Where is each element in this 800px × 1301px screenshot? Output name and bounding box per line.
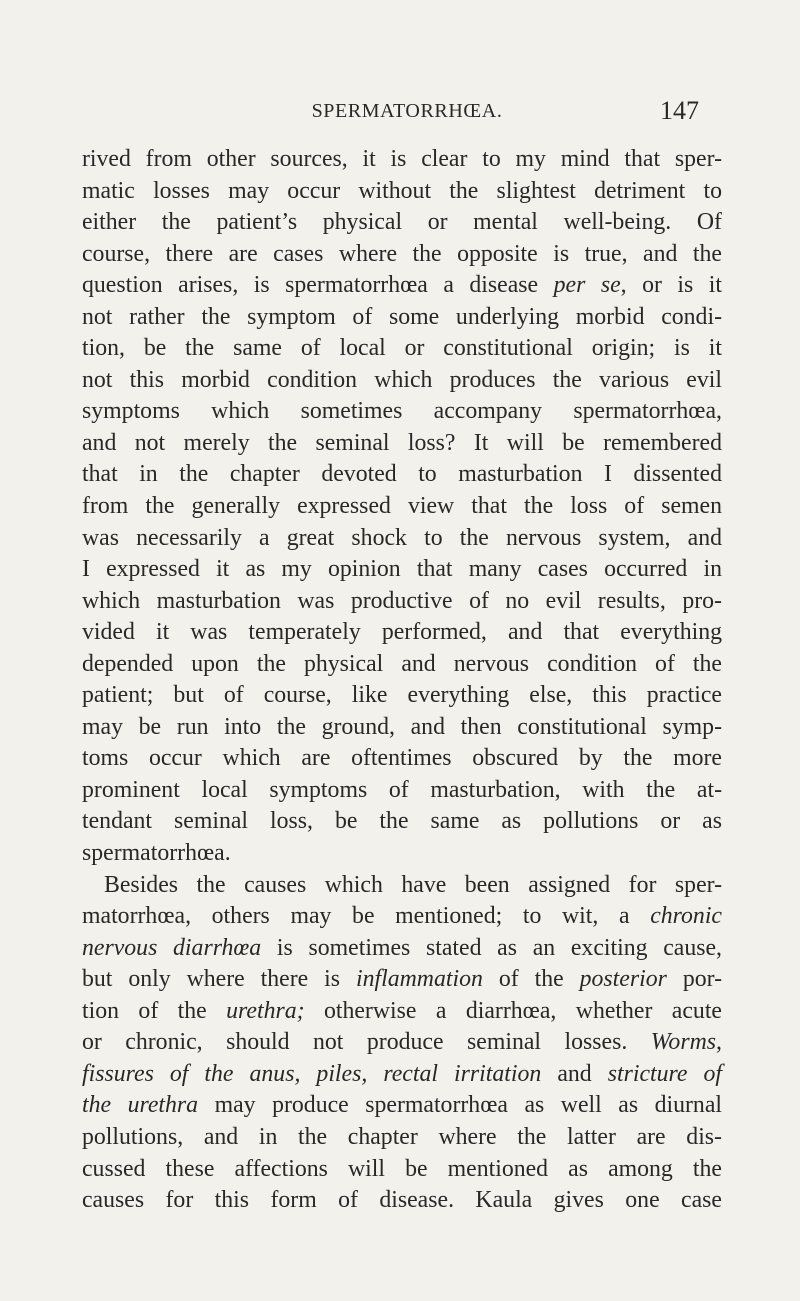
text-segment: from the generally expressed view that the loss of semen bbox=[82, 493, 722, 520]
text-line bbox=[82, 712, 722, 744]
text-line bbox=[82, 680, 722, 712]
italic-text-segment: the urethra bbox=[82, 1092, 199, 1119]
text-line bbox=[82, 144, 722, 176]
text-line bbox=[82, 806, 722, 838]
text-line bbox=[82, 459, 722, 491]
text-line bbox=[82, 743, 722, 775]
page-number: 147 bbox=[660, 96, 699, 125]
text-segment: depended upon the physical and nervous condition of the bbox=[82, 650, 722, 677]
text-segment: matorrhœa, others may be mentioned; to wit, a bbox=[82, 903, 651, 930]
text-segment: either the patient’s physical or mental well-being. Of bbox=[82, 209, 722, 236]
text-line bbox=[82, 1185, 722, 1217]
text-segment: pollutions, and in the chapter where the latter are dis- bbox=[82, 1123, 722, 1150]
italic-text-segment: inflammation bbox=[355, 966, 483, 993]
text-line bbox=[82, 176, 722, 208]
text-segment: and not merely the seminal loss? It will be remembered bbox=[82, 429, 722, 456]
text-segment: and bbox=[541, 1060, 608, 1087]
text-line bbox=[82, 1027, 722, 1059]
text-line bbox=[82, 428, 722, 460]
text-line bbox=[82, 396, 722, 428]
text-segment: not rather the symptom of some underlying morbid condi- bbox=[82, 303, 722, 330]
text-line bbox=[82, 838, 722, 870]
text-segment: that in the chapter devoted to masturbation I dissented bbox=[82, 461, 722, 488]
text-segment: toms occur which are oftentimes obscured by the more bbox=[82, 745, 722, 772]
text-line bbox=[82, 554, 722, 586]
text-segment: matic losses may occur without the slightest detriment to bbox=[82, 177, 722, 204]
text-segment: or chronic, should not produce seminal losses. bbox=[82, 1029, 651, 1056]
text-line bbox=[82, 1090, 722, 1122]
text-line bbox=[82, 365, 722, 397]
text-segment: tion, be the same of local or constitutional origin; is it bbox=[82, 335, 722, 362]
text-line bbox=[82, 870, 722, 902]
text-line bbox=[82, 901, 722, 933]
italic-text-segment: per se bbox=[553, 272, 621, 299]
italic-text-segment: urethra; bbox=[226, 997, 305, 1024]
text-line bbox=[82, 586, 722, 618]
text-segment: rived from other sources, it is clear to my mind that sper- bbox=[82, 146, 722, 172]
text-segment: tendant seminal loss, be the same as pollutions or as bbox=[82, 808, 722, 835]
text-segment bbox=[367, 1061, 383, 1087]
text-segment: cussed these affections will be mentioned as among the bbox=[82, 1155, 722, 1182]
text-line bbox=[82, 523, 722, 555]
text-segment: not this morbid condition which produces the various evil bbox=[82, 366, 722, 393]
body-text bbox=[82, 144, 722, 1217]
text-segment: , or is it bbox=[620, 272, 723, 299]
text-line bbox=[82, 964, 722, 996]
italic-text-segment: posterior bbox=[579, 966, 667, 993]
text-line bbox=[82, 270, 722, 302]
text-segment: question arises, is spermatorrhœa a disease bbox=[82, 272, 554, 299]
italic-text-segment: rectal irritation bbox=[383, 1060, 542, 1087]
text-line bbox=[82, 649, 722, 681]
text-line bbox=[82, 996, 722, 1028]
text-segment: symptoms which sometimes accompany spermatorrhœa, bbox=[82, 398, 722, 425]
text-segment: Besides the causes which have been assigned for sper- bbox=[104, 871, 722, 898]
text-segment: patient; but of course, like everything else, this practice bbox=[82, 682, 722, 709]
text-segment: is sometimes stated as an exciting cause, bbox=[261, 934, 722, 961]
text-line bbox=[82, 1122, 722, 1154]
italic-text-segment: fissures of the anus, piles, bbox=[82, 1060, 368, 1087]
italic-text-segment: Worms, bbox=[650, 1029, 722, 1056]
text-line bbox=[82, 302, 722, 334]
text-segment: por- bbox=[666, 966, 722, 993]
text-segment: which masturbation was productive of no evil results, pro- bbox=[82, 587, 722, 614]
text-segment: otherwise a diarrhœa, whether acute bbox=[304, 997, 722, 1024]
text-segment: prominent local symptoms of masturbation, with the at- bbox=[82, 776, 722, 803]
text-segment: I expressed it as my opinion that many cases occurred in bbox=[82, 556, 722, 583]
text-line bbox=[82, 207, 722, 239]
text-segment: was necessarily a great shock to the nervous system, and bbox=[82, 524, 722, 551]
text-segment: of the bbox=[482, 966, 580, 993]
text-segment: but only where there is bbox=[82, 966, 356, 993]
text-line bbox=[82, 1059, 722, 1091]
text-segment: spermatorrhœa. bbox=[82, 840, 231, 867]
italic-text-segment: chronic bbox=[650, 903, 722, 930]
text-segment: may be run into the ground, and then constitutional symp- bbox=[82, 713, 722, 740]
text-line bbox=[82, 333, 722, 365]
running-head-title: SPERMATORRHŒA. bbox=[311, 100, 503, 122]
text-segment: tion of the bbox=[82, 997, 227, 1024]
text-line bbox=[82, 933, 722, 965]
running-head bbox=[0, 94, 800, 128]
italic-text-segment: nervous diarrhœa bbox=[82, 934, 262, 961]
text-line bbox=[82, 1154, 722, 1186]
text-line bbox=[82, 239, 722, 271]
italic-text-segment: stricture of bbox=[607, 1060, 723, 1087]
text-line bbox=[82, 491, 722, 523]
text-segment: course, there are cases where the opposite is true, and the bbox=[82, 240, 722, 267]
text-segment: may produce spermatorrhœa as well as diurnal bbox=[198, 1092, 722, 1119]
text-segment: causes for this form of disease. Kaula gives one case bbox=[82, 1187, 722, 1214]
text-line bbox=[82, 775, 722, 807]
text-line bbox=[82, 617, 722, 649]
text-segment: vided it was temperately performed, and that everything bbox=[82, 619, 722, 646]
